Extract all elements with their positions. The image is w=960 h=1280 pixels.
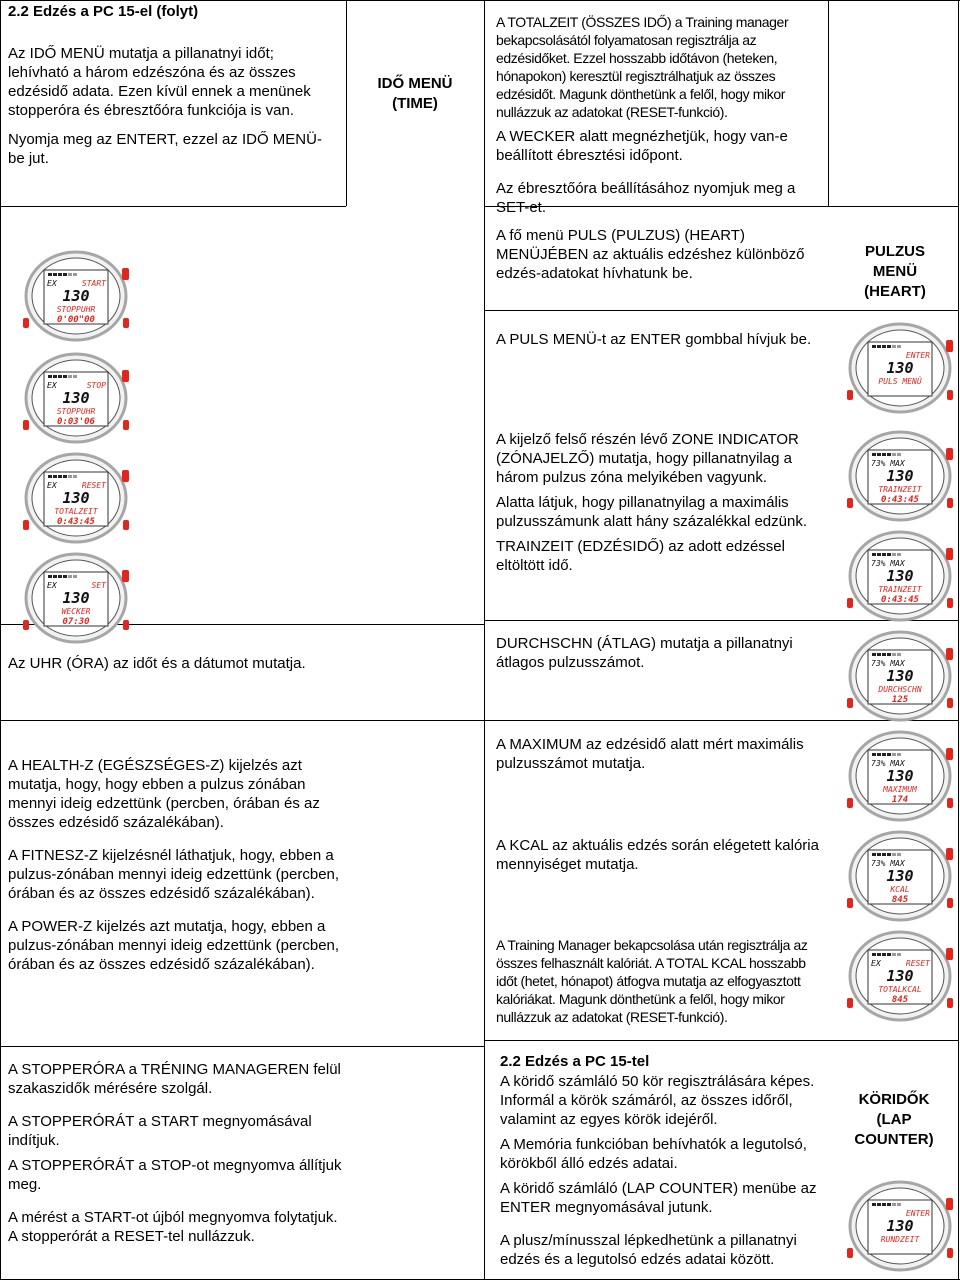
watch-svg xyxy=(846,1180,954,1272)
percent-max-para: Alatta látjuk, hogy pillanatnyilag a maximális pulzusszámunk alatt hány százalékkal edzünk. xyxy=(496,494,808,530)
watch-svg xyxy=(22,352,130,444)
lap-label-line: (LAP xyxy=(876,1111,912,1128)
lcd-function-label: TRAINZEIT xyxy=(878,585,922,594)
watch-button-bottom-left xyxy=(23,520,29,530)
heart-menu-label-line: MENÜ xyxy=(872,263,918,280)
heart-menu-intro: A fő menü PULS (PULZUS) (HEART) MENÜJÉBEN az aktuális edzéshez különböző edzés-adatokat hívhatunk be. xyxy=(496,227,805,282)
lap-label-line: COUNTER) xyxy=(854,1131,934,1148)
zone-indicator-segment xyxy=(892,853,896,856)
zone-indicator-segment xyxy=(58,575,62,578)
kcal-text: A KCAL az aktuális edzés során elégetett kalória mennyiséget mutatja. xyxy=(496,837,819,873)
zone-indicator-segment xyxy=(892,453,896,456)
page-heading: 2.2 Edzés a PC 15-el (folyt) xyxy=(8,3,199,20)
stopwatch-stop-para: A STOPPERÓRÁT a STOP-ot megnyomva állítjuk meg. xyxy=(8,1157,342,1193)
lcd-top-label: EX xyxy=(47,481,57,490)
watch-button-bottom-right xyxy=(123,620,129,630)
lcd-heart-rate: 130 xyxy=(62,389,90,407)
lcd-mode-label: SET xyxy=(91,581,106,590)
lcd-heart-rate: 130 xyxy=(886,867,914,885)
maximum-text: A MAXIMUM az edzésidő alatt mért maximális pulzusszámot mutatja. xyxy=(496,736,804,772)
wecker-set-para: Az ébresztőóra beállításához nyomjuk meg a SET-et. xyxy=(496,180,796,216)
watch-button-bottom-right xyxy=(123,420,129,430)
watch-button-top-right xyxy=(122,370,129,382)
zone-indicator-segment xyxy=(887,345,891,348)
lcd-top-label: EX xyxy=(47,381,57,390)
stopwatch-reset-para: A mérést a START-ot újból megnyomva folytatjuk. A stopperórát a RESET-tel nullázzuk. xyxy=(8,1209,338,1245)
time-menu-enter-para: Nyomja meg az ENTERT, ezzel az IDŐ MENÜ-be jut. xyxy=(8,131,322,167)
lap-heading: 2.2 Edzés a PC 15-tel xyxy=(500,1053,650,1070)
lcd-top-label: EX xyxy=(47,279,57,288)
lcd-heart-rate: 130 xyxy=(886,667,914,685)
fitness-zone-para: A FITNESZ-Z kijelzésnél láthatjuk, hogy, ebben a pulzus-zónában mennyi ideig edzettünk (percben, órában és az összes edzésidő százalékában). xyxy=(8,847,340,902)
trainzeit-para: TRAINZEIT (EDZÉSIDŐ) az adott edzéssel eltöltött idő. xyxy=(496,538,785,574)
watch-button-bottom-left xyxy=(23,620,29,630)
zones-text xyxy=(8,756,343,980)
watch-stopwatch-stop xyxy=(22,352,130,444)
watch-trainzeit-2 xyxy=(846,530,954,622)
time-menu-label-line: (TIME) xyxy=(392,95,438,112)
watch-button-bottom-left xyxy=(847,698,853,708)
zone-indicator-segment xyxy=(872,953,876,956)
watch-svg xyxy=(846,530,954,622)
watch-button-bottom-left xyxy=(847,598,853,608)
watch-button-bottom-right xyxy=(947,598,953,608)
lcd-function-value: 07:30 xyxy=(62,617,90,627)
lcd-function-value: 845 xyxy=(891,895,909,905)
lcd-top-label: 73% MAX xyxy=(871,759,905,768)
zone-indicator-segment xyxy=(892,1203,896,1206)
lcd-function-label: TOTALZEIT xyxy=(54,507,98,516)
lcd-mode-label: RESET xyxy=(81,481,106,490)
power-zone-para: A POWER-Z kijelzés azt mutatja, hogy, ebben a pulzus-zónában mennyi ideig edzettünk (percben, órában és az összes edzésidő százalékában). xyxy=(8,918,340,973)
zone-indicator-segment xyxy=(882,453,886,456)
zone-indicator-segment xyxy=(897,345,901,348)
zone-indicator-segment xyxy=(887,553,891,556)
lcd-top-label: 73% MAX xyxy=(871,859,905,868)
stopwatch-purpose-para: A STOPPERÓRA a TRÉNING MANAGEREN felül szakaszidők mérésére szolgál. xyxy=(8,1061,341,1097)
zone-indicator-segment xyxy=(877,553,881,556)
watch-button-bottom-right xyxy=(947,390,953,400)
top-rule xyxy=(0,0,960,1)
watch-button-bottom-left xyxy=(847,1248,853,1258)
zone-indicator-segment xyxy=(897,453,901,456)
watch-button-bottom-left xyxy=(847,498,853,508)
lcd-heart-rate: 130 xyxy=(886,767,914,785)
watch-puls-menu xyxy=(846,322,954,414)
lcd-mode-label: ENTER xyxy=(905,1209,930,1218)
zone-indicator-segment xyxy=(892,345,896,348)
watch-button-top-right xyxy=(946,548,953,560)
lap-enter-para: A köridő számláló (LAP COUNTER) menübe az ENTER megnyomásával jutunk. xyxy=(500,1180,817,1216)
watch-trainzeit xyxy=(846,430,954,522)
zone-indicator-segment xyxy=(63,273,67,276)
zone-indicator-segment xyxy=(897,1203,901,1206)
lcd-mode-label: ENTER xyxy=(905,351,930,360)
lcd-top-label: 73% MAX xyxy=(871,459,905,468)
lcd-heart-rate: 130 xyxy=(886,567,914,585)
lcd-function-label: KCAL xyxy=(890,885,910,894)
watch-svg xyxy=(846,430,954,522)
zone-indicator-segment xyxy=(872,345,876,348)
wecker-para: A WECKER alatt megnézhetjük, hogy van-e beállított ébresztési időpont. xyxy=(496,128,788,164)
watch-svg xyxy=(22,552,130,644)
watch-button-top-right xyxy=(122,268,129,280)
total-kcal-text: A Training Manager bekapcsolása után regisztrálja az összes felhasznált kalóriát. A TOTAL KCAL hosszabb időt (hetet, hónapot) átfogva mutatja az elfogyasztott kalóriákat. Magunk dönthetünk a felől, hogy mikor nullázzuk az adatokat (RESET-funkció). xyxy=(496,937,808,1025)
health-zone-para: A HEALTH-Z (EGÉSZSÉGES-Z) kijelzés azt mutatja, hogy, hogy ebben a pulzus zónában mennyi ideig edzettünk (percben, órában és az összes edzésidő százalékában). xyxy=(8,757,320,831)
watch-button-bottom-right xyxy=(123,520,129,530)
lap-plusminus-para: A plusz/mínusszal lépkedhetünk a pillanatnyi edzés és a legutolsó edzés adatai között. xyxy=(500,1232,797,1268)
left-edge-rule xyxy=(0,0,1,1280)
time-label-left-rule xyxy=(346,0,347,206)
zone-indicator-segment xyxy=(73,273,77,276)
lcd-function-value: 125 xyxy=(891,695,909,705)
zone-indicator-segment xyxy=(73,375,77,378)
watch-button-bottom-left xyxy=(847,998,853,1008)
lcd-mode-label: STOP xyxy=(86,381,106,390)
watch-button-bottom-right xyxy=(947,998,953,1008)
zone-indicator-segment xyxy=(53,575,57,578)
zone-indicator-segment xyxy=(877,453,881,456)
watch-durchschn xyxy=(846,630,954,722)
zone-indicator-segment xyxy=(877,345,881,348)
zone-indicator-segment xyxy=(877,853,881,856)
zone-indicator-segment xyxy=(63,375,67,378)
zone-indicator-segment xyxy=(53,375,57,378)
lcd-top-label: EX xyxy=(47,581,57,590)
zone-indicator-segment xyxy=(887,853,891,856)
lcd-function-label: STOPPUHR xyxy=(56,305,96,314)
watch-button-bottom-left xyxy=(23,420,29,430)
watch-button-bottom-right xyxy=(947,1248,953,1258)
watch-svg xyxy=(846,322,954,414)
lcd-function-label: WECKER xyxy=(61,607,91,616)
zone-indicator-segment xyxy=(877,1203,881,1206)
watch-wecker-set xyxy=(22,552,130,644)
zone-indicator-segment xyxy=(58,475,62,478)
zone-indicator-segment xyxy=(887,1203,891,1206)
time-menu-details xyxy=(496,13,821,217)
watch-button-bottom-left xyxy=(847,798,853,808)
zone-indicator-segment xyxy=(48,575,52,578)
lcd-function-value: 0:03'06 xyxy=(57,417,95,427)
zone-indicator-segment xyxy=(73,475,77,478)
watch-svg xyxy=(846,930,954,1022)
lcd-top-label: 73% MAX xyxy=(871,659,905,668)
watch-button-top-right xyxy=(946,848,953,860)
lcd-function-value: 174 xyxy=(891,795,909,805)
zone-indicator-segment xyxy=(68,273,72,276)
watch-button-bottom-left xyxy=(847,390,853,400)
watch-totalkcal xyxy=(846,930,954,1022)
watch-button-top-right xyxy=(946,1198,953,1210)
lcd-function-value: 0:43:45 xyxy=(57,517,95,527)
watch-svg xyxy=(846,730,954,822)
time-menu-label xyxy=(350,74,480,114)
heart-menu-label-line: PULZUS xyxy=(865,243,925,260)
center-rule xyxy=(484,0,485,1280)
lcd-heart-rate: 130 xyxy=(62,589,90,607)
watch-button-top-right xyxy=(946,748,953,760)
lap-text xyxy=(500,1072,830,1275)
zone-indicator-segment xyxy=(887,953,891,956)
zone-indicator-segment xyxy=(872,1203,876,1206)
zone-indicator-segment xyxy=(887,453,891,456)
lcd-function-label: PULS MENÜ xyxy=(878,377,922,386)
lcd-heart-rate: 130 xyxy=(62,489,90,507)
zone-indicator-segment xyxy=(892,553,896,556)
zone-indicator-segment xyxy=(882,653,886,656)
zone-indicator-segment xyxy=(63,575,67,578)
zone-indicator-segment xyxy=(897,653,901,656)
uhr-text: Az UHR (ÓRA) az időt és a dátumot mutatja. xyxy=(8,655,306,672)
rule-left-stopwatch xyxy=(0,1046,484,1047)
zone-indicator-segment xyxy=(892,953,896,956)
lcd-heart-rate: 130 xyxy=(886,359,914,377)
watch-button-bottom-left xyxy=(23,318,29,328)
lcd-top-label: EX xyxy=(871,959,881,968)
lcd-function-value: 0:43:45 xyxy=(881,595,919,605)
zone-indicator-segment xyxy=(68,475,72,478)
lap-label xyxy=(842,1090,946,1150)
zone-indicator-segment xyxy=(882,753,886,756)
zone-indicator-segment xyxy=(882,553,886,556)
watch-button-bottom-right xyxy=(947,798,953,808)
zone-indicator-segment xyxy=(48,375,52,378)
zone-indicator-segment xyxy=(53,475,57,478)
zone-indicator-segment xyxy=(882,953,886,956)
watch-svg xyxy=(846,630,954,722)
watch-button-top-right xyxy=(946,948,953,960)
zone-indicator-segment xyxy=(48,273,52,276)
durchschn-text: DURCHSCHN (ÁTLAG) mutatja a pillanatnyi átlagos pulzusszámot. xyxy=(496,635,793,671)
watch-button-top-right xyxy=(122,570,129,582)
zone-indicator-segment xyxy=(53,273,57,276)
right-edge-rule xyxy=(958,0,959,1280)
watch-maximum xyxy=(846,730,954,822)
lcd-heart-rate: 130 xyxy=(886,1217,914,1235)
rule-heart-intro xyxy=(484,310,958,311)
time-right-rule xyxy=(828,0,829,206)
lcd-heart-rate: 130 xyxy=(62,287,90,305)
stopwatch-start-para: A STOPPERÓRÁT a START megnyomásával indítjuk. xyxy=(8,1113,312,1149)
watch-button-bottom-right xyxy=(947,698,953,708)
watch-button-top-right xyxy=(946,648,953,660)
rule-left-zones xyxy=(0,720,484,721)
lcd-function-value: 0'00"00 xyxy=(57,315,95,325)
zone-indicator-segment xyxy=(58,375,62,378)
time-menu-intro-para: Az IDŐ MENÜ mutatja a pillanatnyi időt; lehívható a három edzészóna és az összes edzésidő adata. Ezen kívül ennek a menünek stopperóra és ébresztőóra funkciója is van. xyxy=(8,45,311,119)
lcd-mode-label: RESET xyxy=(905,959,930,968)
zone-indicator-segment xyxy=(897,753,901,756)
zone-indicator-segment xyxy=(897,853,901,856)
zone-indicator-segment xyxy=(892,753,896,756)
watch-rundzeit xyxy=(846,1180,954,1272)
zone-indicator-segment xyxy=(872,553,876,556)
zone-indicator-text xyxy=(496,430,826,581)
watch-svg xyxy=(22,452,130,544)
lcd-heart-rate: 130 xyxy=(886,467,914,485)
heart-enter-text: A PULS MENÜ-t az ENTER gombbal hívjuk be. xyxy=(496,331,812,348)
zone-indicator-segment xyxy=(887,753,891,756)
lcd-function-label: TRAINZEIT xyxy=(878,485,922,494)
watch-button-top-right xyxy=(122,470,129,482)
zone-indicator-segment xyxy=(877,953,881,956)
zone-indicator-segment xyxy=(897,953,901,956)
watch-button-bottom-left xyxy=(847,898,853,908)
zone-indicator-segment xyxy=(48,475,52,478)
heart-menu-label-line: (HEART) xyxy=(864,283,926,300)
zone-indicator-segment xyxy=(892,653,896,656)
rule-right-lap xyxy=(484,1040,958,1041)
lcd-mode-label: START xyxy=(81,279,106,288)
watch-button-bottom-right xyxy=(947,498,953,508)
zone-indicator-segment xyxy=(877,753,881,756)
stopwatch-text xyxy=(8,1060,343,1252)
lcd-function-label: MAXIMUM xyxy=(883,785,917,794)
zone-indicator-segment xyxy=(887,653,891,656)
zone-indicator-segment xyxy=(882,1203,886,1206)
totalzeit-para: A TOTALZEIT (ÖSSZES IDŐ) a Training manager bekapcsolásától folyamatosan regisztrálja az edzésidőket. Ezzel hosszabb időtávon (heteken, hónapokon) keresztül regisztrálhatjuk az összes edzésidőt. Magunk dönthetünk a felől, hogy mikor nullázzuk az adatokat (RESET-funkció). xyxy=(496,14,789,120)
watch-svg xyxy=(846,830,954,922)
zone-indicator-segment xyxy=(68,375,72,378)
watch-button-bottom-right xyxy=(123,318,129,328)
watch-stopwatch-start xyxy=(22,250,130,342)
watch-button-top-right xyxy=(946,448,953,460)
lap-label-line: KÖRIDŐK xyxy=(858,1091,930,1108)
lcd-function-label: RUNDZEIT xyxy=(880,1235,920,1244)
zone-indicator-segment xyxy=(872,653,876,656)
lcd-function-label: STOPPUHR xyxy=(56,407,96,416)
rule-time-end-left xyxy=(0,206,346,207)
lcd-top-label: 73% MAX xyxy=(871,559,905,568)
lcd-function-label: TOTALKCAL xyxy=(878,985,922,994)
watch-svg xyxy=(22,250,130,342)
lap-memory-para: A Memória funkcióban behívhatók a legutolsó, körökből álló edzés adatai. xyxy=(500,1136,807,1172)
zone-indicator-segment xyxy=(897,553,901,556)
watch-totalzeit-reset xyxy=(22,452,130,544)
zone-indicator-segment xyxy=(872,853,876,856)
time-menu-label-line: IDŐ MENÜ xyxy=(377,75,453,92)
lcd-function-value: 845 xyxy=(891,995,909,1005)
heart-menu-label xyxy=(844,242,946,302)
zone-indicator-para: A kijelző felső részén lévő ZONE INDICATOR (ZÓNAJELZŐ) mutatja, hogy pillanatnyilag a három pulzus zóna melyikében vagyunk. xyxy=(496,431,799,486)
zone-indicator-segment xyxy=(872,453,876,456)
zone-indicator-segment xyxy=(58,273,62,276)
zone-indicator-segment xyxy=(73,575,77,578)
zone-indicator-segment xyxy=(882,345,886,348)
zone-indicator-segment xyxy=(68,575,72,578)
zone-indicator-segment xyxy=(872,753,876,756)
zone-indicator-segment xyxy=(882,853,886,856)
watch-button-bottom-right xyxy=(947,898,953,908)
lcd-heart-rate: 130 xyxy=(886,967,914,985)
zone-indicator-segment xyxy=(877,653,881,656)
time-menu-intro xyxy=(8,44,338,174)
lap-capacity-para: A köridő számláló 50 kör regisztrálására képes. Informál a körök számáról, az összes időről, valamint az egyes körök idejéről. xyxy=(500,1073,815,1128)
watch-button-top-right xyxy=(946,340,953,352)
lcd-function-label: DURCHSCHN xyxy=(878,685,922,694)
lcd-function-value: 0:43:45 xyxy=(881,495,919,505)
watch-kcal xyxy=(846,830,954,922)
zone-indicator-segment xyxy=(63,475,67,478)
